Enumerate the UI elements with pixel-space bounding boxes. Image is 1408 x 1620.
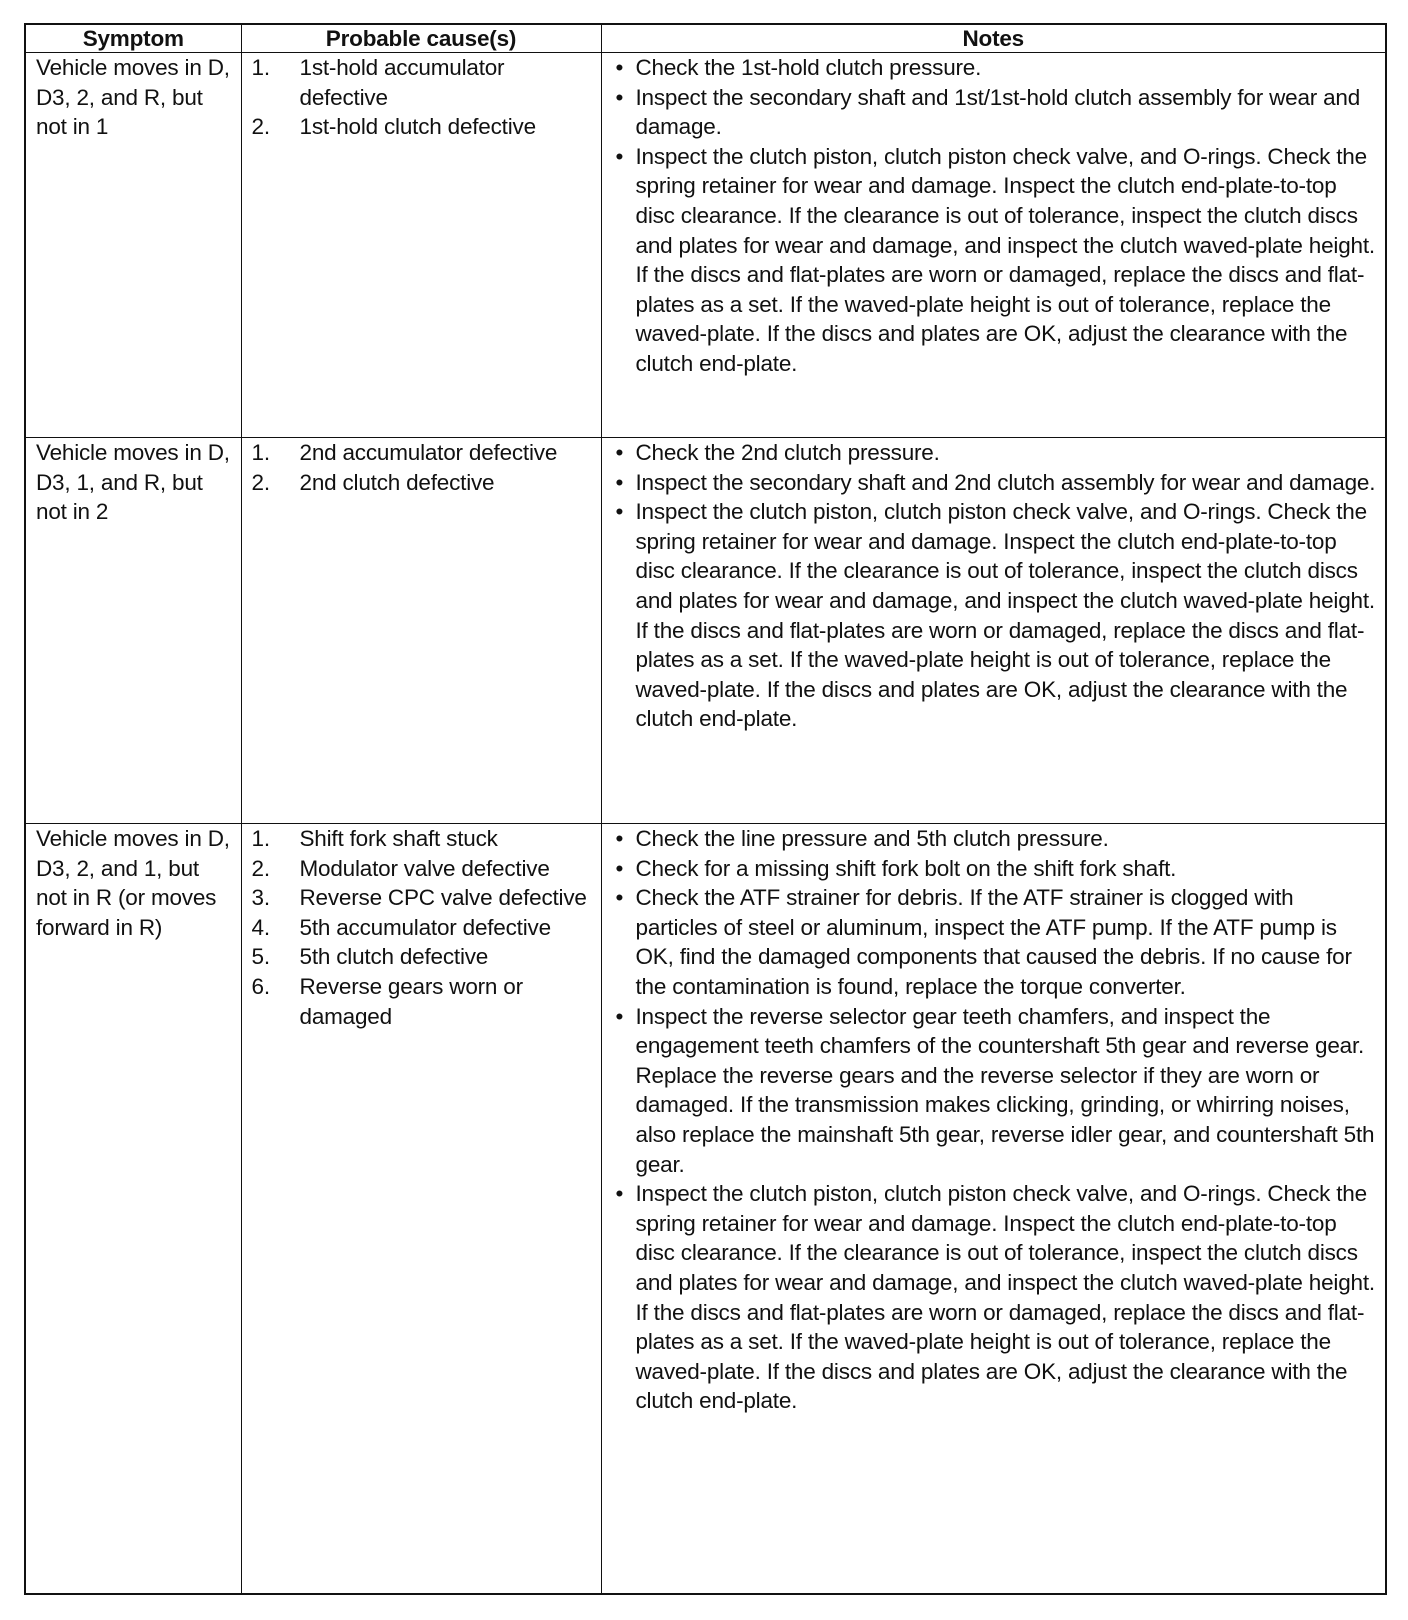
note-text: Inspect the clutch piston, clutch piston check valve, and O-rings. Check the spring retainer for wear and damage. Inspect the clutch end-plate-to-top disc clearance. If the clearance is out of tolerance, inspect the clutch discs and plates for wear and damage, and inspect the clutch waved-plate height. If the discs and flat-plates are worn or damaged, replace the discs and flat-plates as a set. If the waved-plate height is out of tolerance, replace the waved-plate. If the discs and plates are OK, adjust the clearance with the clutch end-plate.	[635, 143, 1375, 376]
symptom-cell: Vehicle moves in D, D3, 1, and R, but not in 2	[25, 438, 241, 824]
cause-text: 5th accumulator defective	[299, 914, 551, 940]
causes-list	[252, 824, 593, 1031]
cause-item	[252, 883, 593, 913]
note-item	[612, 53, 1378, 83]
table-row	[25, 438, 1386, 824]
note-item	[612, 883, 1378, 1001]
bullet-icon: •	[615, 826, 624, 851]
cause-text: 1st-hold clutch defective	[299, 114, 536, 140]
cause-number: 2.	[251, 469, 270, 495]
cause-item	[252, 824, 593, 854]
cause-item	[252, 972, 593, 1031]
note-item	[612, 142, 1378, 379]
cause-text: 2nd accumulator defective	[299, 440, 558, 465]
header-probable-causes: Probable cause(s)	[241, 24, 601, 53]
cause-number: 1.	[251, 826, 270, 851]
note-item	[612, 854, 1378, 884]
cause-item	[252, 942, 593, 972]
cause-number: 2.	[251, 114, 270, 140]
bullet-icon: •	[615, 143, 624, 169]
causes-list	[252, 438, 593, 497]
header-notes: Notes	[601, 24, 1386, 53]
cause-number: 2.	[251, 855, 270, 881]
cause-number: 6.	[251, 973, 270, 999]
bullet-icon: •	[615, 84, 624, 110]
note-item	[612, 83, 1378, 142]
causes-cell	[241, 438, 601, 824]
note-text: Check the line pressure and 5th clutch pressure.	[635, 826, 1109, 851]
bullet-icon: •	[615, 55, 624, 80]
causes-cell	[241, 824, 601, 1595]
cause-text: Modulator valve defective	[299, 855, 550, 881]
note-text: Check the ATF strainer for debris. If the ATF strainer is clogged with particles of steel or aluminum, inspect the ATF pump. If the ATF pump is OK, find the damaged components that caused the debris. If no cause for the contamination is found, replace the torque converter.	[635, 885, 1352, 999]
notes-cell	[601, 53, 1386, 438]
cause-item	[252, 468, 593, 498]
troubleshooting-table	[24, 23, 1387, 1595]
cause-number: 3.	[251, 885, 270, 911]
notes-list	[612, 53, 1378, 379]
bullet-icon: •	[615, 1181, 624, 1207]
note-item	[612, 824, 1378, 854]
cause-text: 5th clutch defective	[299, 944, 489, 970]
bullet-icon: •	[615, 469, 624, 495]
cause-text: Reverse gears worn or damaged	[299, 973, 523, 1029]
bullet-icon: •	[615, 499, 624, 525]
header-symptom: Symptom	[25, 24, 241, 53]
table-row	[25, 824, 1386, 1595]
cause-number: 1.	[251, 440, 270, 465]
notes-list	[612, 438, 1378, 734]
note-item	[612, 1002, 1378, 1180]
note-item	[612, 1179, 1378, 1416]
cause-item	[252, 53, 593, 112]
cause-item	[252, 438, 593, 468]
cause-number: 1.	[251, 55, 270, 80]
note-text: Inspect the clutch piston, clutch piston check valve, and O-rings. Check the spring retainer for wear and damage. Inspect the clutch end-plate-to-top disc clearance. If the clearance is out of tolerance, inspect the clutch discs and plates for wear and damage, and inspect the clutch waved-plate height. If the discs and flat-plates are worn or damaged, replace the discs and flat-plates as a set. If the waved-plate height is out of tolerance, replace the waved-plate. If the discs and plates are OK, adjust the clearance with the clutch end-plate.	[635, 1181, 1375, 1414]
symptom-cell: Vehicle moves in D, D3, 2, and 1, but not in R (or moves forward in R)	[25, 824, 241, 1595]
note-item	[612, 497, 1378, 734]
cause-number: 4.	[251, 914, 270, 940]
cause-item	[252, 112, 593, 142]
note-text: Check for a missing shift fork bolt on the shift fork shaft.	[635, 855, 1177, 881]
note-text: Inspect the secondary shaft and 1st/1st-hold clutch assembly for wear and damage.	[635, 84, 1361, 140]
notes-cell	[601, 438, 1386, 824]
table-header-row	[25, 24, 1386, 53]
note-text: Inspect the clutch piston, clutch piston check valve, and O-rings. Check the spring retainer for wear and damage. Inspect the clutch end-plate-to-top disc clearance. If the clearance is out of tolerance, inspect the clutch discs and plates for wear and damage, and inspect the clutch waved-plate height. If the discs and flat-plates are worn or damaged, replace the discs and flat-plates as a set. If the waved-plate height is out of tolerance, replace the waved-plate. If the discs and plates are OK, adjust the clearance with the clutch end-plate.	[635, 499, 1375, 732]
cause-number: 5.	[251, 944, 270, 970]
note-item	[612, 438, 1378, 468]
note-item	[612, 468, 1378, 498]
cause-item	[252, 854, 593, 884]
note-text: Inspect the secondary shaft and 2nd clutch assembly for wear and damage.	[635, 469, 1376, 495]
cause-text: 1st-hold accumulator defective	[299, 55, 505, 110]
notes-list	[612, 824, 1378, 1416]
cause-text: 2nd clutch defective	[299, 469, 495, 495]
cause-text: Shift fork shaft stuck	[299, 826, 498, 851]
table-row	[25, 53, 1386, 438]
cause-text: Reverse CPC valve defective	[299, 885, 587, 911]
causes-cell	[241, 53, 601, 438]
causes-list	[252, 53, 593, 142]
note-text: Inspect the reverse selector gear teeth chamfers, and inspect the engagement teeth chamfers of the countershaft 5th gear and reverse gear. Replace the reverse gears and the reverse selector if they are worn or damaged. If the transmission makes clicking, grinding, or whirring noises, also replace the mainshaft 5th gear, reverse idler gear, and countershaft 5th gear.	[635, 1003, 1375, 1177]
note-text: Check the 1st-hold clutch pressure.	[635, 55, 982, 80]
note-text: Check the 2nd clutch pressure.	[635, 440, 940, 465]
bullet-icon: •	[615, 855, 624, 881]
symptom-cell: Vehicle moves in D, D3, 2, and R, but not in 1	[25, 53, 241, 438]
bullet-icon: •	[615, 440, 624, 465]
bullet-icon: •	[615, 885, 624, 911]
cause-item	[252, 913, 593, 943]
notes-cell	[601, 824, 1386, 1595]
bullet-icon: •	[615, 1003, 624, 1029]
